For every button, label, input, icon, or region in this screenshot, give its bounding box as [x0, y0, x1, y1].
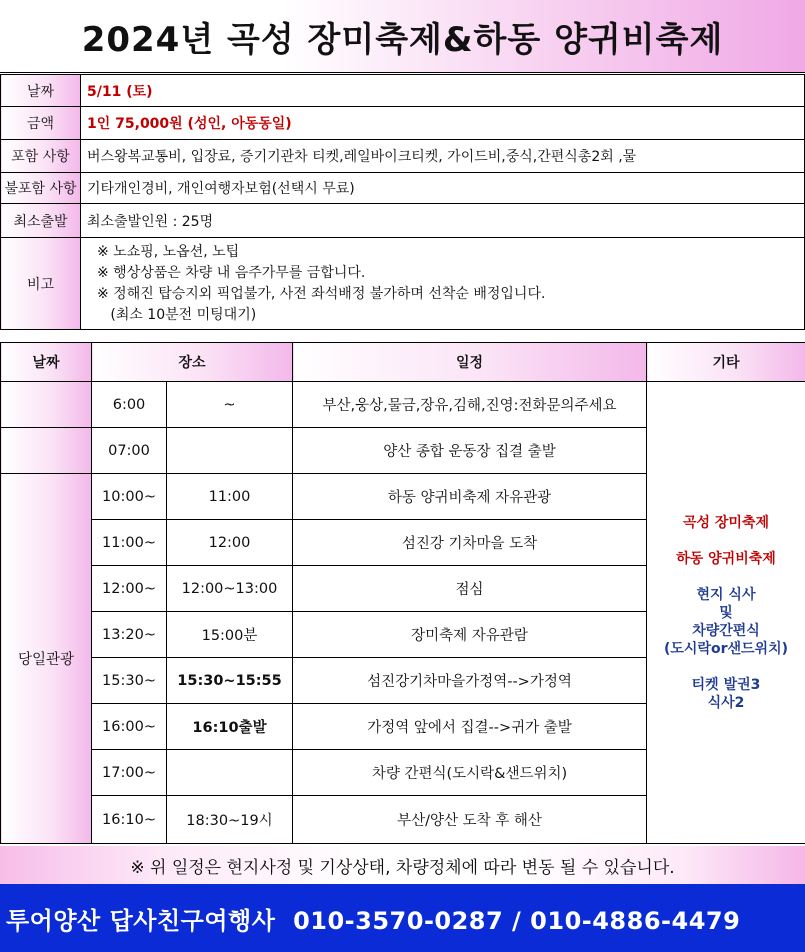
place-cell [167, 428, 293, 474]
schedule-change-notice [0, 846, 805, 884]
info-row-excluded [1, 173, 805, 204]
etc-line: 티켓 발권3 [691, 676, 761, 693]
date-cell-empty [1, 428, 92, 474]
time-cell: 07:00 [92, 428, 167, 474]
place-cell: 16:10출발 [167, 704, 293, 750]
plan-cell: 양산 종합 운동장 집결 출발 [293, 428, 647, 474]
plan-cell: 섬진강기차마을가정역-->가정역 [293, 658, 647, 704]
plan-cell: 가정역 앞에서 집결-->귀가 출발 [293, 704, 647, 750]
date-cell-empty [1, 382, 92, 428]
schedule-table [0, 342, 805, 844]
place-cell: 18:30~19시 [167, 796, 293, 844]
info-value: 1인 75,000원 (성인, 아동동일) [81, 107, 805, 140]
info-label: 불포함 사항 [1, 173, 81, 204]
place-cell: 12:00~13:00 [167, 566, 293, 612]
plan-cell: 부산,웅상,물금,장유,김해,진영:전화문의주세요 [293, 382, 647, 428]
plan-cell: 차량 간편식(도시락&샌드위치) [293, 750, 647, 796]
info-label: 포함 사항 [1, 140, 81, 173]
info-label: 금액 [1, 107, 81, 140]
header-place: 장소 [92, 343, 293, 382]
page-title: 2024년 곡성 장미축제&하동 양귀비축제 [81, 19, 724, 60]
info-row-date [1, 75, 805, 107]
info-value: 버스왕복교통비, 입장료, 증기기관차 티켓,레일바이크티켓, 가이드비,중식,간편식총2회 ,물 [81, 140, 805, 173]
time-cell: 6:00 [92, 382, 167, 428]
time-cell: 10:00~ [92, 474, 167, 520]
info-label: 날짜 [1, 75, 81, 107]
day-label-cell: 당일관광 [1, 474, 92, 844]
header-plan: 일정 [293, 343, 647, 382]
remark-line: ※ 행상상품은 차량 내 음주가무를 금합니다. [97, 264, 366, 281]
remark-line: (최소 10분전 미팅대기) [97, 306, 257, 323]
remarks-text [81, 238, 805, 330]
etc-line: 차량간편식 [692, 622, 760, 639]
info-value: 기타개인경비, 개인여행자보험(선택시 무료) [81, 173, 805, 204]
place-cell: 11:00 [167, 474, 293, 520]
contact-text: 투어양산 답사친구여행사 010-3570-0287 / 010-4886-4479 [6, 906, 741, 935]
place-cell: 12:00 [167, 520, 293, 566]
etc-line: (도시락or샌드위치) [664, 640, 788, 657]
time-cell: 16:00~ [92, 704, 167, 750]
place-cell: 15:00분 [167, 612, 293, 658]
notice-text: ※ 위 일정은 현지사정 및 기상상태, 차량정체에 따라 변동 될 수 있습니다. [130, 857, 675, 878]
place-cell: 15:30~15:55 [167, 658, 293, 704]
time-cell: 12:00~ [92, 566, 167, 612]
schedule-row [1, 382, 805, 428]
header-date: 날짜 [1, 343, 92, 382]
time-cell: 16:10~ [92, 796, 167, 844]
remark-line: ※ 정해진 탑승지외 픽업불가, 사전 좌석배정 불가하며 선착순 배정입니다. [97, 285, 546, 302]
info-row-min-departure [1, 204, 805, 238]
etc-line: 하동 양귀비축제 [676, 550, 776, 567]
info-row-included [1, 140, 805, 173]
time-cell: 17:00~ [92, 750, 167, 796]
info-row-price [1, 107, 805, 140]
page-title-bar [0, 0, 805, 73]
plan-cell: 장미축제 자유관람 [293, 612, 647, 658]
info-label: 비고 [1, 238, 81, 330]
etc-cell [647, 382, 805, 844]
plan-cell: 하동 양귀비축제 자유관광 [293, 474, 647, 520]
etc-line: 현지 식사 [696, 586, 756, 603]
time-cell: 15:30~ [92, 658, 167, 704]
place-cell [167, 750, 293, 796]
plan-cell: 섬진강 기차마을 도착 [293, 520, 647, 566]
info-value: 5/11 (토) [81, 75, 805, 107]
schedule-header-row [1, 343, 805, 382]
time-cell: 11:00~ [92, 520, 167, 566]
contact-banner [0, 884, 805, 952]
header-etc: 기타 [647, 343, 805, 382]
info-row-remarks [1, 238, 805, 330]
info-value: 최소출발인원 : 25명 [81, 204, 805, 238]
plan-cell: 부산/양산 도착 후 해산 [293, 796, 647, 844]
time-cell: 13:20~ [92, 612, 167, 658]
info-label: 최소출발 [1, 204, 81, 238]
remark-line: ※ 노쇼핑, 노옵션, 노팁 [97, 243, 240, 260]
plan-cell: 점심 [293, 566, 647, 612]
etc-line: 식사2 [707, 694, 745, 711]
etc-line: 및 [719, 604, 733, 621]
etc-line: 곡성 장미축제 [682, 514, 770, 531]
tour-info-table [0, 74, 805, 330]
place-cell: ~ [167, 382, 293, 428]
